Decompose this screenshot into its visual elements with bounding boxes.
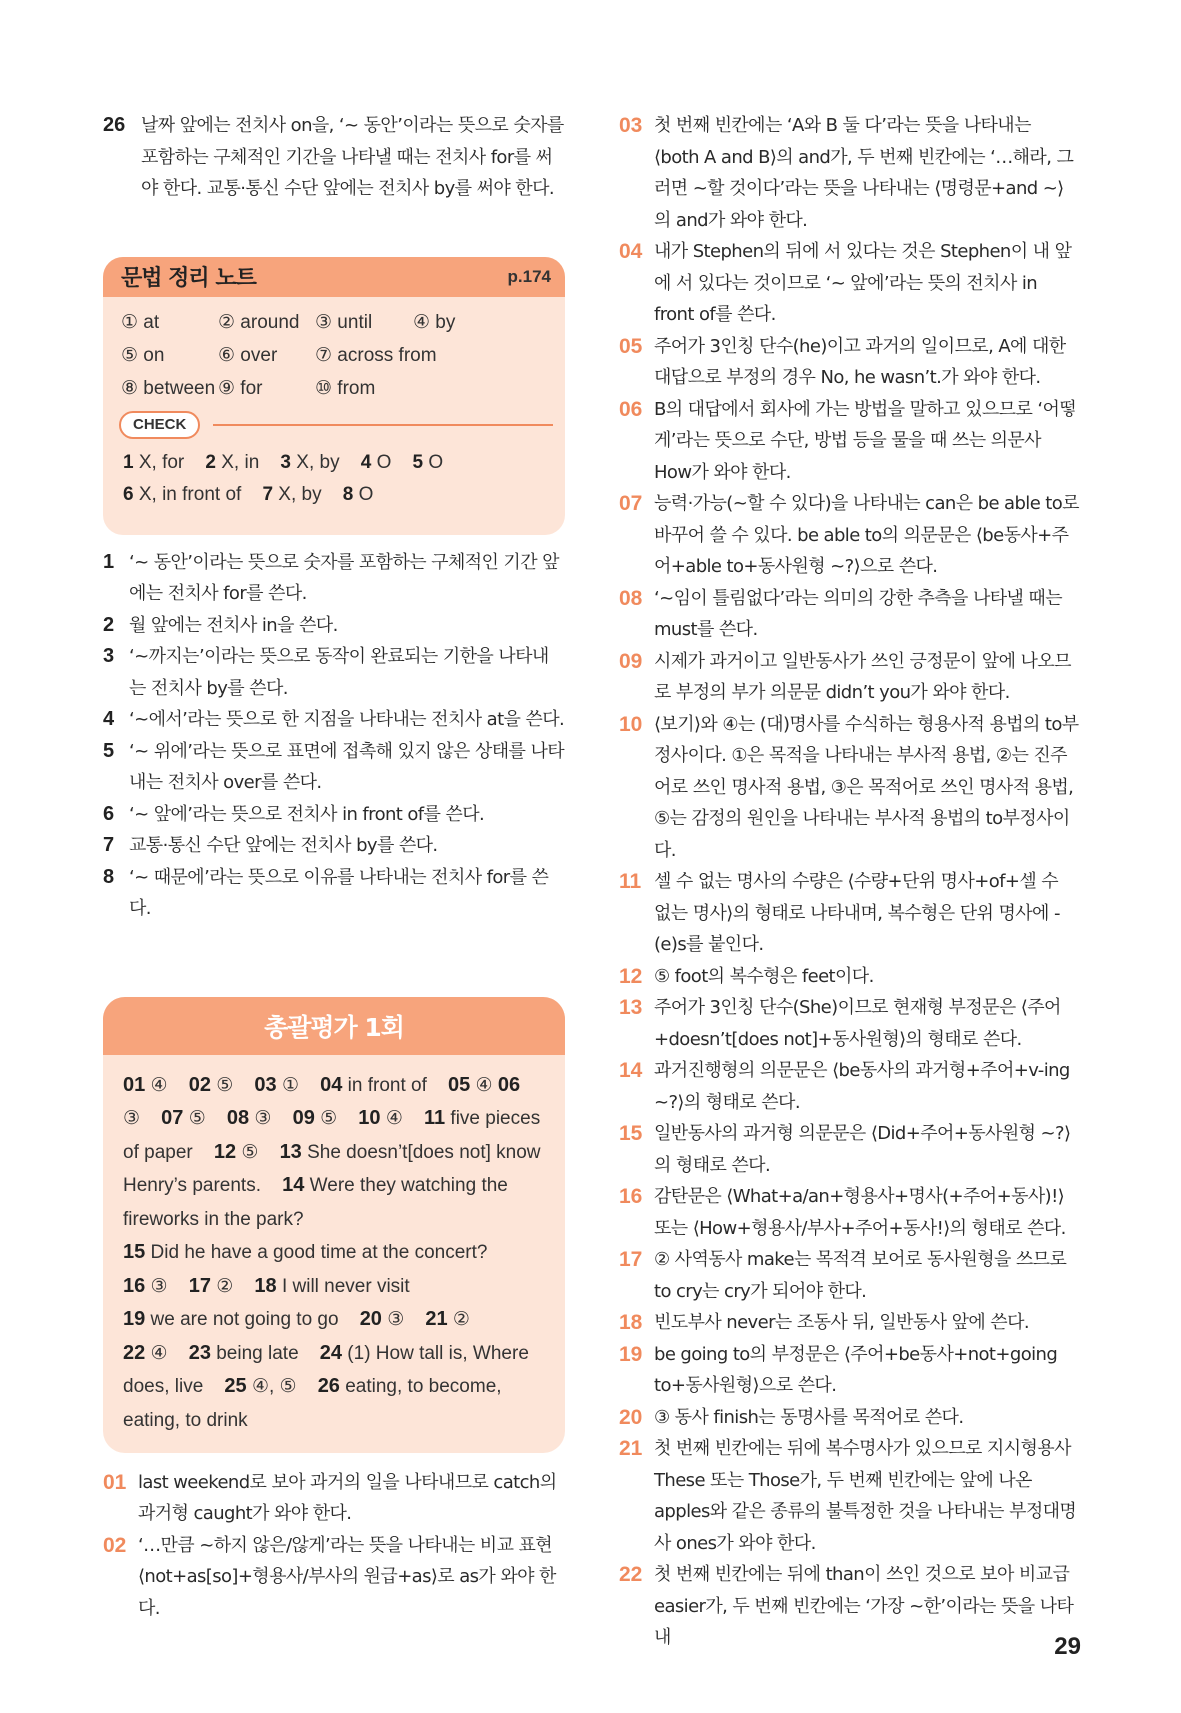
explanation-number: 22 — [619, 1563, 643, 1586]
answer-value: ③ — [387, 1309, 405, 1330]
answer-value: ④ — [385, 1108, 403, 1129]
explanation-item — [103, 1530, 565, 1625]
explanation-text: 일반동사의 과거형 의문문은 ⟨Did+주어+동사원형 ~?⟩의 형태로 쓴다. — [654, 1123, 1071, 1176]
note-explanation-number: 5 — [103, 739, 115, 762]
explanation-number: 08 — [619, 586, 643, 610]
answer-value: ④ — [475, 1074, 493, 1096]
check-answer: X, by — [296, 451, 340, 473]
note-explanation-number: 3 — [103, 645, 115, 667]
explanation-number: 04 — [619, 240, 643, 263]
note-explanation — [103, 547, 565, 610]
summary-title: 총괄평가 1회 — [264, 1012, 404, 1042]
explanation-item — [619, 1244, 1079, 1307]
explanation-number: 05 — [619, 334, 643, 358]
note-explanation — [103, 736, 565, 799]
explanation-item — [619, 488, 1079, 583]
explanation-number: 12 — [619, 964, 643, 988]
explanation-text: 주어가 3인칭 단수(he)이고 과거의 일이므로, A에 대한 대답으로 부정의 경우 No, he wasn’t.가 와야 한다. — [654, 335, 1066, 388]
explanation-number: 17 — [619, 1248, 643, 1271]
explanation-item — [619, 1118, 1079, 1181]
grammar-note-page-ref: p.174 — [507, 266, 551, 286]
check-answers-line-1 — [103, 447, 565, 479]
note-explanation-number: 1 — [103, 550, 115, 573]
answer-value: being late — [216, 1342, 299, 1364]
explanation-text: ⑤ foot의 복수형은 feet이다. — [654, 965, 874, 987]
note-explanation-number: 4 — [103, 708, 115, 730]
explanation-number: 21 — [619, 1437, 643, 1460]
answer-value: ② — [216, 1275, 234, 1297]
check-answer: X, in front of — [138, 483, 242, 505]
answer-value: I will never visit — [281, 1275, 410, 1297]
check-divider — [213, 424, 553, 426]
answer-number: 15 — [123, 1241, 146, 1263]
answer-value: five pieces of paper — [123, 1108, 541, 1163]
answer-value: ① — [281, 1074, 299, 1096]
check-number: 3 — [280, 451, 291, 473]
grammar-note-header — [103, 257, 565, 297]
explanation-item — [619, 394, 1079, 489]
explanation-number: 11 — [619, 870, 642, 893]
note-explanation-text: ‘~ 위에’라는 뜻으로 표면에 접촉해 있지 않은 상태를 나타내는 전치사 over를 쓴다. — [129, 740, 565, 793]
note-answer: ② around — [218, 311, 300, 333]
answer-value: in front of — [347, 1074, 427, 1096]
note-explanation — [103, 799, 565, 831]
explanation-number: 16 — [619, 1185, 643, 1208]
check-number: 7 — [262, 483, 274, 505]
answer-value: She doesn’t[does not] know Henry’s parents. — [123, 1141, 541, 1196]
note-answer: ⑦ across from — [315, 344, 437, 366]
grammar-note-explanations — [103, 547, 565, 925]
answer-value: ③ — [254, 1108, 272, 1129]
summary-explanations-left — [103, 1467, 565, 1625]
note-explanation — [103, 610, 565, 642]
note-explanation-number: 2 — [103, 613, 115, 636]
grammar-note-title: 문법 정리 노트 — [121, 266, 256, 291]
note-explanation-text: 월 앞에는 전치사 in을 쓴다. — [129, 614, 338, 636]
explanation-text: 감탄문은 ⟨What+a/an+형용사+명사(+주어+동사)!⟩ 또는 ⟨How+형용사/부사+주어+동사!⟩의 형태로 쓴다. — [654, 1186, 1066, 1239]
explanation-item — [619, 1055, 1079, 1118]
check-number: 5 — [412, 451, 424, 473]
answer-value: ③ — [150, 1275, 168, 1297]
answer-value: ③ — [123, 1108, 141, 1129]
answer-number: 12 — [213, 1140, 237, 1163]
explanation-text: ⟨보기⟩와 ④는 (대)명사를 수식하는 형용사적 용법의 to부정사이다. ①은 목적을 나타내는 부사적 용법, ②는 진주어로 쓰인 명사적 용법, ③은 목적어로 쓰인 명사적 용법, ⑤는 감정의 원인을 나타내는 부사적 용법의 to부정사이다. — [654, 713, 1079, 861]
answer-value: (1) How tall is, Where does, live — [123, 1342, 529, 1397]
explanation-text: ② 사역동사 make는 목적격 보어로 동사원형을 쓰므로 to cry는 cry가 되어야 한다. — [654, 1249, 1067, 1302]
note-explanation-text: ‘~ 때문에’라는 뜻으로 이유를 나타내는 전치사 for를 쓴다. — [129, 866, 549, 919]
explanation-text: 셀 수 없는 명사의 수량은 ⟨수량+단위 명사+of+셀 수 없는 명사⟩의 형태로 나타내며, 복수형은 단위 명사에 -(e)s를 붙인다. — [654, 871, 1060, 955]
summary-answer-key — [103, 1055, 565, 1438]
check-answer: O — [376, 451, 392, 473]
check-answer: X, by — [278, 483, 322, 505]
explanation-item — [619, 110, 1079, 236]
explanation-number: 07 — [619, 492, 643, 515]
answer-number: 07 — [161, 1107, 184, 1129]
note-explanation — [103, 862, 565, 925]
note-explanation-text: ‘~에서’라는 뜻으로 한 지점을 나타내는 전치사 at을 쓴다. — [129, 709, 565, 730]
answer-value: ④ — [150, 1074, 168, 1096]
answer-value: Were they watching the fireworks in the park? — [123, 1175, 508, 1230]
explanation-number: 01 — [103, 1470, 127, 1494]
answer-number: 24 — [319, 1341, 343, 1364]
explanation-text: last weekend로 보아 과거의 일을 나타내므로 catch의 과거형 caught가 와야 한다. — [138, 1471, 557, 1524]
explanation-item — [619, 583, 1079, 646]
note-explanation-text: 교통·통신 수단 앞에는 전치사 by를 쓴다. — [129, 835, 438, 856]
explanation-number: 03 — [619, 114, 643, 137]
explanation-item — [619, 961, 1079, 993]
explanation-item — [619, 1307, 1079, 1339]
explanation-text: 시제가 과거이고 일반동사가 쓰인 긍정문이 앞에 나오므로 부정의 부가 의문문 didn’t you가 와야 한다. — [654, 650, 1071, 703]
check-row — [103, 411, 565, 447]
note-answer: ⑤ on — [121, 344, 165, 366]
note-explanation-number: 6 — [103, 802, 115, 825]
answer-number: 21 — [425, 1308, 448, 1330]
answer-number: 06 — [497, 1073, 521, 1096]
explanation-item — [619, 1181, 1079, 1244]
explanation-text: 주어가 3인칭 단수(She)이므로 현재형 부정문은 ⟨주어+doesn’t[does not]+동사원형⟩의 형태로 쓴다. — [654, 997, 1061, 1050]
answer-number: 10 — [358, 1107, 381, 1129]
answer-value: we are not going to go — [150, 1309, 339, 1330]
explanation-text: ③ 동사 finish는 동명사를 목적어로 쓴다. — [654, 1406, 964, 1428]
check-answers-line-2 — [103, 479, 565, 511]
explanation-text: 능력·가능(~할 수 있다)을 나타내는 can은 be able to로 바꾸어 쓸 수 있다. be able to의 의문문은 ⟨be동사+주어+able to+동사원형 ~?⟩으로 쓴다. — [654, 493, 1079, 577]
explanation-number: 15 — [619, 1122, 643, 1145]
explanation-text: 첫 번째 빈칸에는 ‘A와 B 둘 다’라는 뜻을 나타내는 ⟨both A and B⟩의 and가, 두 번째 빈칸에는 ‘…해라, 그러면 ~할 것이다’라는 뜻을 나타내는 ⟨명령문+and ~⟩의 and가 와야 한다. — [654, 115, 1074, 231]
check-number: 4 — [360, 451, 372, 473]
answer-number: 26 — [317, 1375, 340, 1397]
answer-value: ⑤ — [320, 1108, 338, 1129]
answer-value: ⑤ — [216, 1074, 234, 1096]
explanation-26 — [103, 110, 565, 205]
explanation-number: 06 — [619, 397, 643, 421]
summary-assessment-box — [103, 997, 565, 1453]
answer-number: 22 — [123, 1341, 146, 1364]
explanation-number: 13 — [619, 996, 643, 1019]
right-column — [619, 110, 1079, 1654]
explanation-number: 20 — [619, 1405, 643, 1429]
explanation-item — [103, 1467, 565, 1530]
explanation-text: B의 대답에서 회사에 가는 방법을 말하고 있으므로 ‘어떻게’라는 뜻으로 수단, 방법 등을 물을 때 쓰는 의문사 How가 와야 한다. — [654, 398, 1077, 483]
note-explanation-number: 7 — [103, 834, 115, 856]
note-explanation-text: ‘~ 앞에’라는 뜻으로 전치사 in front of를 쓴다. — [129, 803, 485, 825]
explanation-text: 과거진행형의 의문문은 ⟨be동사의 과거형+주어+v-ing ~?⟩의 형태로 쓴다. — [654, 1060, 1070, 1113]
grammar-note-box — [103, 257, 565, 535]
explanation-text: be going to의 부정문은 ⟨주어+be동사+not+going to+동사원형⟩으로 쓴다. — [654, 1343, 1058, 1396]
check-badge: CHECK — [119, 411, 200, 439]
explanation-number: 26 — [103, 114, 126, 136]
answer-number: 08 — [226, 1107, 250, 1129]
note-explanation-text: ‘~ 동안’이라는 뜻으로 숫자를 포함하는 구체적인 기간 앞에는 전치사 for를 쓴다. — [129, 551, 559, 604]
answer-number: 18 — [254, 1274, 277, 1297]
explanation-item — [619, 1402, 1079, 1434]
note-answer: ⑨ for — [218, 377, 263, 399]
answer-number: 17 — [188, 1274, 211, 1297]
explanation-number: 18 — [619, 1311, 643, 1334]
explanation-item — [619, 646, 1079, 709]
explanation-text: ‘…만큼 ~하지 않은/않게’라는 뜻을 나타내는 비교 표현 ⟨not+as[so]+형용사/부사의 원급+as⟩로 as가 와야 한다. — [138, 1534, 556, 1619]
explanation-item — [619, 331, 1079, 394]
answer-number: 14 — [282, 1174, 305, 1196]
note-explanation-text: ‘~까지는’이라는 뜻으로 동작이 완료되는 기한을 나타내는 전치사 by를 쓴다. — [129, 646, 549, 699]
answer-number: 01 — [123, 1073, 146, 1096]
explanation-number: 10 — [619, 712, 643, 736]
left-column — [103, 110, 565, 1624]
note-explanation-number: 8 — [103, 865, 115, 888]
explanation-text: 내가 Stephen의 뒤에 서 있다는 것은 Stephen이 내 앞에 서 있다는 것이므로 ‘~ 앞에’라는 뜻의 전치사 in front of를 쓴다. — [654, 241, 1072, 325]
grammar-note-answers — [103, 311, 565, 411]
explanation-text: 날짜 앞에는 전치사 on을, ‘~ 동안’이라는 뜻으로 숫자를 포함하는 구체적인 기간을 나타낼 때는 전치사 for를 써야 한다. 교통·통신 수단 앞에는 전치사 by를 써야 한다. — [141, 115, 564, 199]
check-number: 6 — [123, 483, 134, 505]
answer-value: ⑤ — [241, 1141, 259, 1163]
note-answer: ③ until — [315, 311, 373, 333]
answer-number: 16 — [123, 1274, 146, 1297]
answer-value: ④ — [150, 1342, 168, 1364]
answer-number: 03 — [254, 1073, 277, 1096]
answer-number: 19 — [123, 1308, 146, 1330]
check-answer: X, in — [221, 451, 260, 473]
explanation-text: ‘~임이 틀림없다’라는 의미의 강한 추측을 나타낼 때는 must를 쓴다. — [654, 587, 1063, 640]
note-answer: ① at — [121, 311, 160, 333]
explanation-text: 첫 번째 빈칸에는 뒤에 than이 쓰인 것으로 보아 비교급 easier가, 두 번째 빈칸에는 ‘가장 ~한’이라는 뜻을 나타내 — [654, 1564, 1074, 1648]
answer-number: 25 — [224, 1375, 247, 1397]
check-answer: X, for — [138, 451, 185, 473]
explanation-item — [619, 866, 1079, 961]
note-answer: ⑩ from — [315, 377, 376, 399]
answer-number: 23 — [188, 1341, 211, 1364]
answer-number: 04 — [320, 1073, 343, 1096]
answer-number: 09 — [292, 1107, 315, 1129]
note-answer: ⑧ between — [121, 377, 216, 399]
check-answer: O — [428, 451, 444, 473]
explanation-number: 02 — [103, 1533, 127, 1557]
note-answer: ⑥ over — [218, 344, 278, 366]
note-explanation — [103, 641, 565, 704]
answer-value: ② — [452, 1309, 470, 1330]
answer-number: 11 — [423, 1107, 446, 1129]
explanation-text: 빈도부사 never는 조동사 뒤, 일반동사 앞에 쓴다. — [654, 1312, 1029, 1333]
answer-number: 20 — [359, 1308, 382, 1330]
explanation-number: 14 — [619, 1059, 643, 1082]
answer-value: eating, to become, eating, to drink — [123, 1376, 502, 1431]
check-number: 2 — [205, 451, 216, 473]
explanation-number: 09 — [619, 649, 643, 673]
explanation-item — [619, 709, 1079, 867]
note-explanation — [103, 704, 565, 736]
explanation-item — [619, 1433, 1079, 1559]
check-number: 1 — [123, 451, 134, 473]
note-explanation — [103, 830, 565, 862]
explanation-item — [619, 1559, 1079, 1654]
check-number: 8 — [342, 483, 354, 505]
answer-value: Did he have a good time at the concert? — [150, 1242, 488, 1263]
note-answer: ④ by — [413, 311, 456, 333]
answer-number: 13 — [279, 1140, 302, 1163]
explanation-item — [619, 992, 1079, 1055]
explanation-text: 첫 번째 빈칸에는 뒤에 복수명사가 있으므로 지시형용사 These 또는 Those가, 두 번째 빈칸에는 앞에 나온 apples와 같은 종류의 불특정한 것을 나타내는 부정대명사 ones가 와야 한다. — [654, 1438, 1077, 1554]
page-number: 29 — [1054, 1633, 1081, 1660]
check-answer: O — [358, 483, 374, 505]
answer-value: ④, ⑤ — [251, 1376, 297, 1397]
answer-number: 02 — [188, 1073, 211, 1096]
answer-number: 05 — [447, 1073, 471, 1096]
summary-header — [103, 997, 565, 1055]
explanation-item — [619, 236, 1079, 331]
answer-value: ⑤ — [188, 1108, 206, 1129]
explanation-number: 19 — [619, 1342, 643, 1366]
explanation-item — [619, 1339, 1079, 1402]
